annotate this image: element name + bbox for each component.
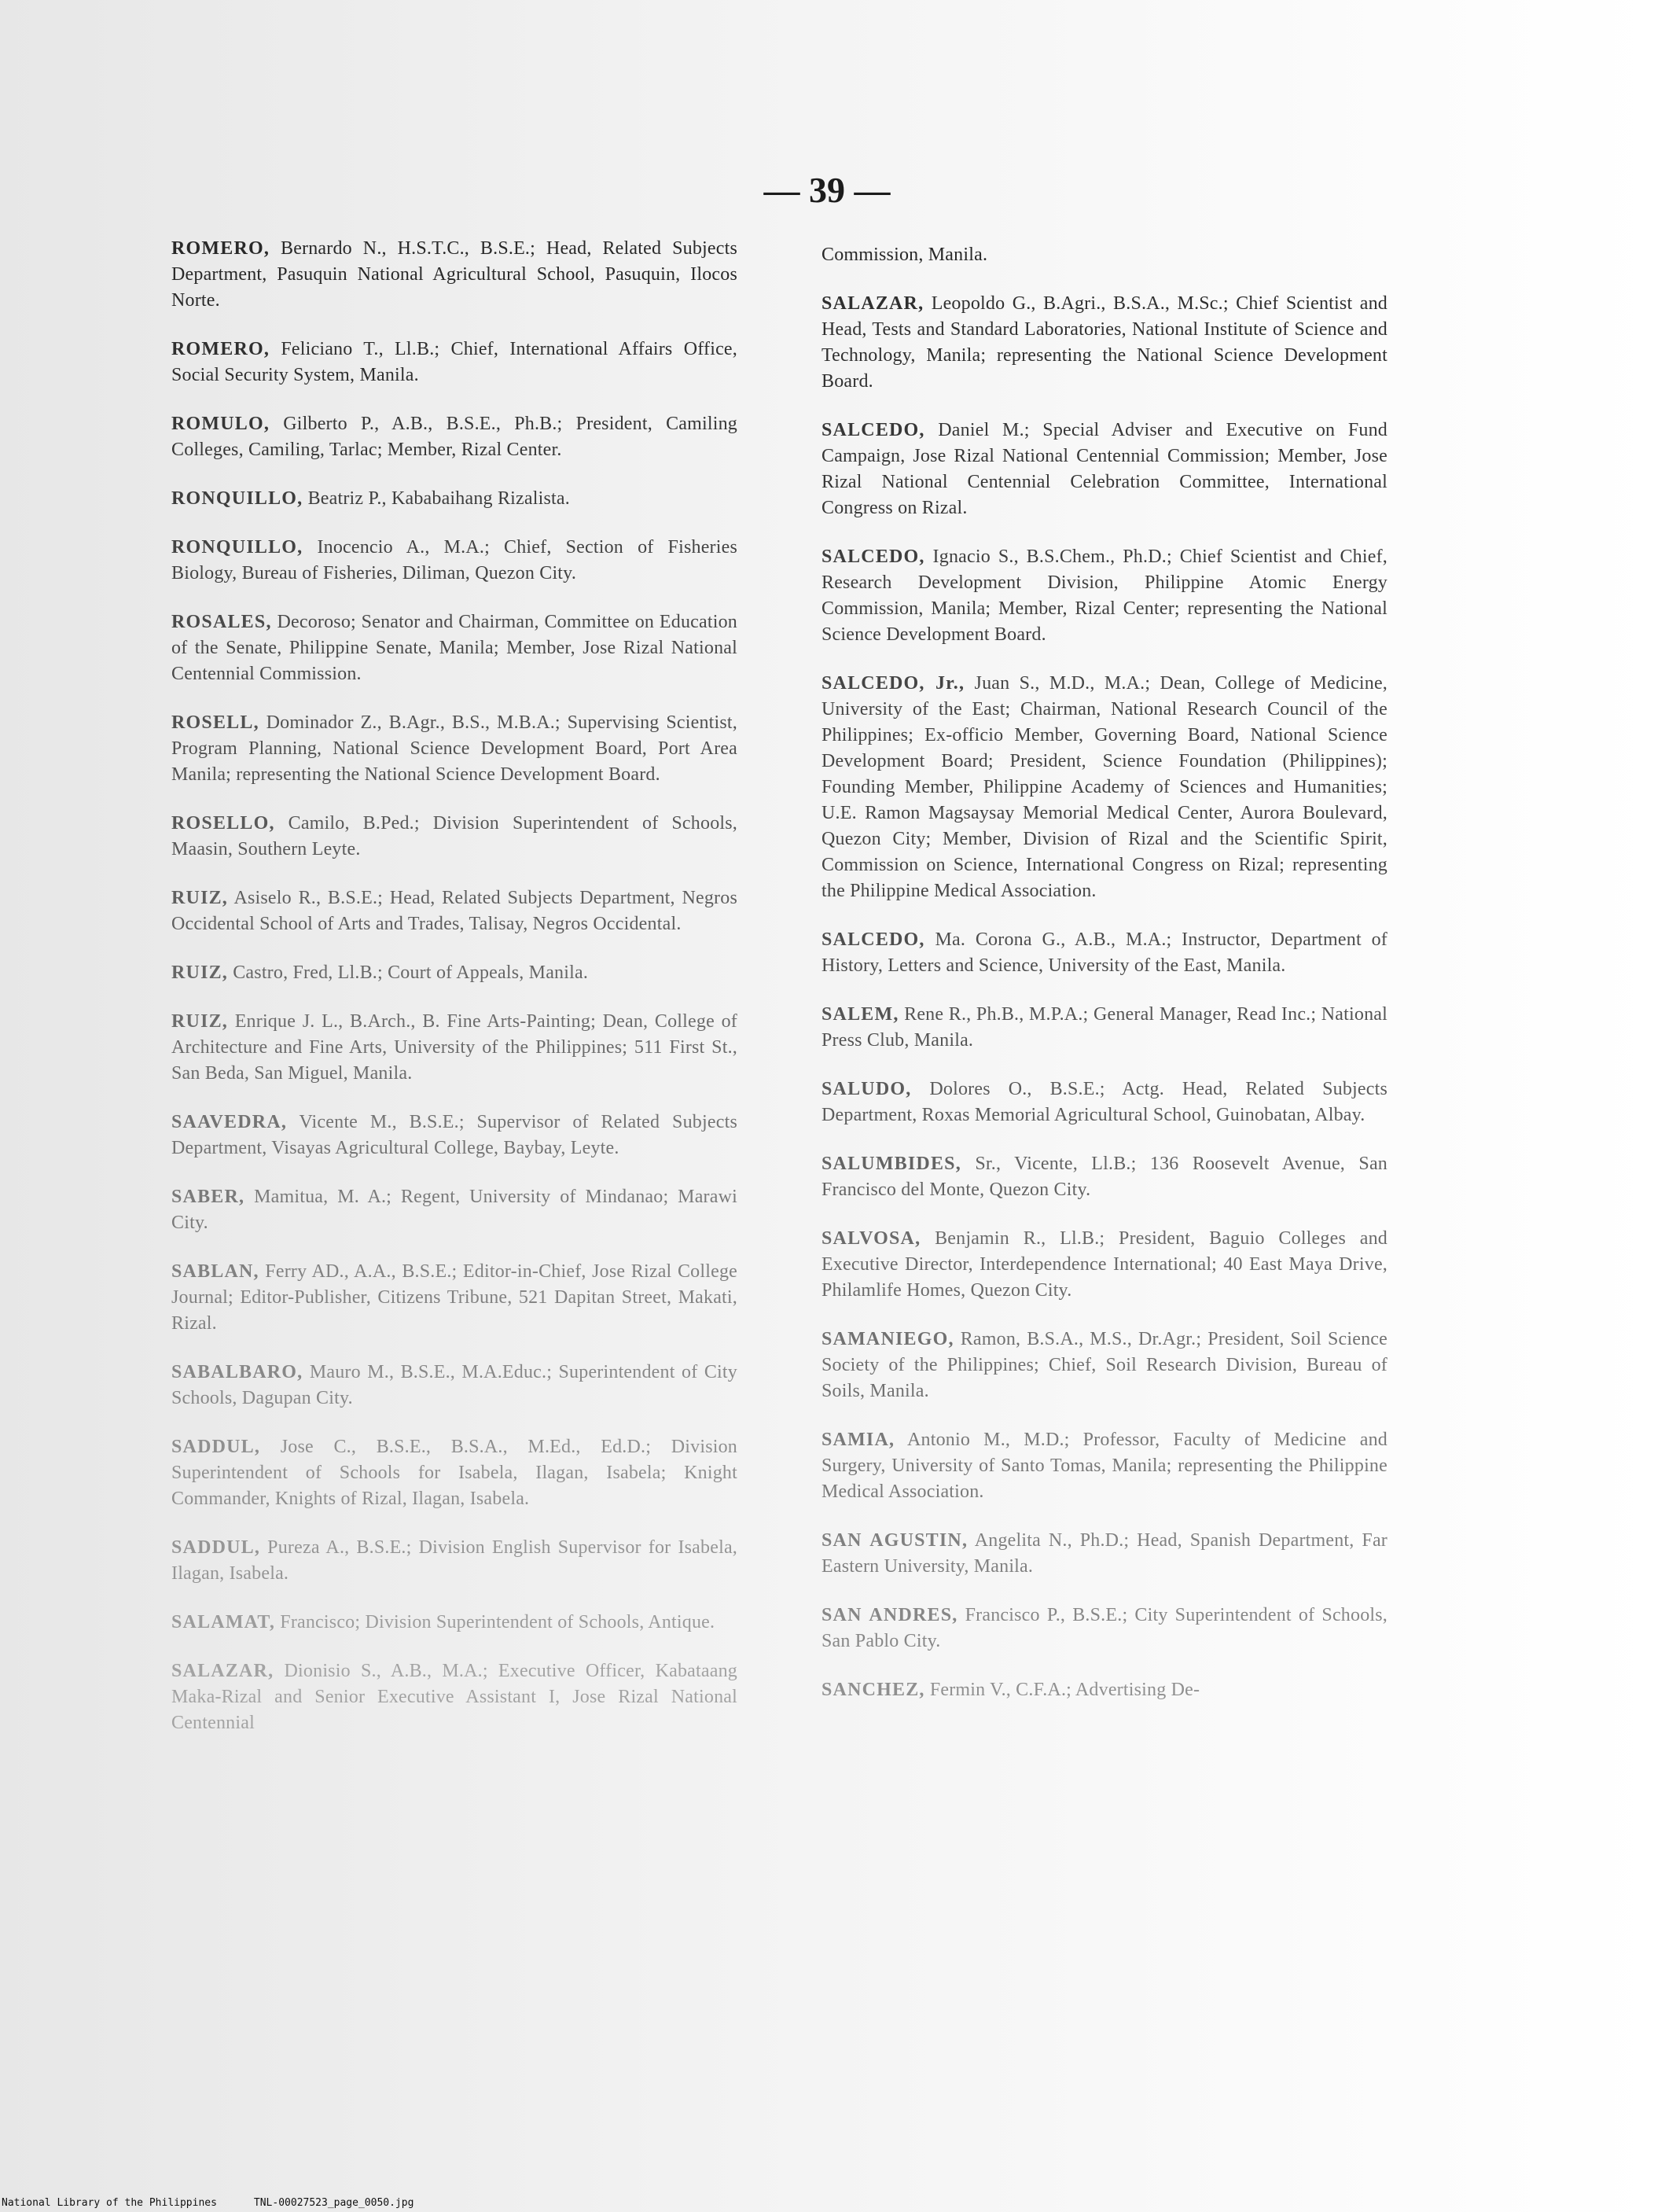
entry-surname: SADDUL, [171, 1437, 261, 1457]
entry-details: Mamitua, M. A.; Regent, University of Mindanao; Marawi City. [171, 1187, 738, 1233]
entry-details: Benjamin R., Ll.B.; President, Baguio Colleges and Executive Director, Interdependence International; 40 East Maya Drive, Philamlife Homes, Quezon City. [821, 1228, 1388, 1301]
directory-entry [171, 1009, 737, 1087]
directory-entry [171, 1535, 737, 1587]
entry-details: Ferry AD., A.A., B.S.E.; Editor-in-Chief, Jose Rizal College Journal; Editor-Publisher, Citizens Tribune, 521 Dapitan Street, Makati, Rizal. [171, 1261, 737, 1334]
entry-surname: SAAVEDRA, [171, 1112, 288, 1132]
entry-surname: SALCEDO, [821, 547, 925, 567]
entry-details: Mauro M., B.S.E., M.A.Educ.; Superintendent of City Schools, Dagupan City. [171, 1362, 737, 1408]
directory-entry [171, 486, 737, 512]
scan-footer [2, 2197, 414, 2209]
directory-entry [821, 1677, 1388, 1703]
entry-surname: SALAZAR, [821, 293, 924, 314]
directory-entry [171, 1184, 737, 1236]
entry-surname: SANCHEZ, [821, 1680, 925, 1700]
entry-details: Commission, Manila. [821, 245, 988, 265]
directory-entry [171, 1360, 737, 1411]
entry-surname: SAN ANDRES, [821, 1605, 958, 1625]
directory-entry [821, 242, 1388, 268]
right-column [821, 242, 1388, 1726]
left-column [171, 236, 737, 1759]
entry-surname: ROMERO, [171, 339, 270, 359]
entry-details: Daniel M.; Special Adviser and Executive on Fund Campaign, Jose Rizal National Centennial Commission; Member, Jose Rizal National Centennial Celebration Committee, International Congress on Rizal. [821, 420, 1388, 518]
directory-entry [821, 1427, 1388, 1505]
footer-library: National Library of the Philippines [2, 2197, 217, 2209]
directory-entry [821, 671, 1388, 904]
entry-surname: RUIZ, [171, 962, 229, 983]
directory-entry [171, 337, 737, 388]
entry-surname: SALEM, [821, 1004, 899, 1025]
entry-details: Asiselo R., B.S.E.; Head, Related Subjects Department, Negros Occidental School of Arts and Trades, Talisay, Negros Occidental. [171, 888, 737, 934]
directory-entry [821, 1151, 1388, 1203]
entry-details: Angelita N., Ph.D.; Head, Spanish Department, Far Eastern University, Manila. [821, 1530, 1388, 1577]
entry-surname: SALCEDO, Jr., [821, 673, 965, 694]
directory-entry [821, 1002, 1388, 1054]
directory-entry [821, 1077, 1388, 1128]
entry-surname: SABALBARO, [171, 1362, 303, 1382]
directory-entry [821, 291, 1388, 395]
directory-entry [171, 609, 737, 687]
entry-surname: ROSELL, [171, 712, 259, 733]
page-number: — 39 — [763, 170, 891, 210]
entry-surname: SALAZAR, [171, 1661, 274, 1681]
entry-details: Francisco; Division Superintendent of Schools, Antique. [280, 1612, 715, 1632]
entry-surname: RONQUILLO, [171, 537, 303, 558]
entry-details: Dolores O., B.S.E.; Actg. Head, Related Subjects Department, Roxas Memorial Agricultural School, Guinobatan, Albay. [821, 1079, 1388, 1125]
entry-details: Pureza A., B.S.E.; Division English Supervisor for Isabela, Ilagan, Isabela. [171, 1537, 738, 1584]
directory-entry [171, 960, 737, 986]
directory-entry [171, 885, 737, 937]
entry-surname: SAN AGUSTIN, [821, 1530, 969, 1551]
directory-entry [171, 1658, 737, 1736]
entry-details: Decoroso; Senator and Chairman, Committee on Education of the Senate, Philippine Senate, Manila; Member, Jose Rizal National Centennial Commission. [171, 612, 737, 684]
entry-details: Castro, Fred, Ll.B.; Court of Appeals, Manila. [233, 962, 589, 983]
entry-details: Inocencio A., M.A.; Chief, Section of Fisheries Biology, Bureau of Fisheries, Diliman, Quezon City. [171, 537, 737, 583]
entry-details: Ma. Corona G., A.B., M.A.; Instructor, Department of History, Letters and Science, University of the East, Manila. [821, 929, 1388, 976]
entry-details: Antonio M., M.D.; Professor, Faculty of Medicine and Surgery, University of Santo Tomas, Manila; representing the Philippine Medical Association. [821, 1430, 1388, 1502]
entry-surname: SALCEDO, [821, 929, 925, 950]
entry-details: Beatriz P., Kababaihang Rizalista. [307, 488, 570, 509]
entry-surname: RUIZ, [171, 888, 229, 908]
entry-surname: ROMULO, [171, 414, 270, 434]
entry-surname: SALUDO, [821, 1079, 912, 1099]
entry-details: Dominador Z., B.Agr., B.S., M.B.A.; Supervising Scientist, Program Planning, National Science Development Board, Port Area Manila; representing the National Science Development Board. [171, 712, 737, 785]
entry-details: Ignacio S., B.S.Chem., Ph.D.; Chief Scientist and Chief, Research Development Division, Philippine Atomic Energy Commission, Manila; Member, Rizal Center; representing the National Science Development Board. [821, 547, 1388, 645]
entry-surname: ROSALES, [171, 612, 272, 632]
entry-details: Ramon, B.S.A., M.S., Dr.Agr.; President, Soil Science Society of the Philippines; Chief, Soil Research Division, Bureau of Soils, Manila. [821, 1329, 1388, 1401]
entry-details: Gilberto P., A.B., B.S.E., Ph.B.; President, Camiling Colleges, Camiling, Tarlac; Member, Rizal Center. [171, 414, 737, 460]
directory-entry [821, 418, 1388, 521]
entry-details: Fermin V., C.F.A.; Advertising De- [929, 1680, 1200, 1700]
directory-entry [171, 1434, 737, 1512]
entry-details: Camilo, B.Ped.; Division Superintendent of Schools, Maasin, Southern Leyte. [171, 813, 737, 859]
entry-surname: RUIZ, [171, 1011, 229, 1032]
directory-entry [171, 535, 737, 587]
entry-details: Juan S., M.D., M.A.; Dean, College of Medicine, University of the East; Chairman, National Research Council of the Philippines; Ex-officio Member, Governing Board, National Science Development Board; President, Science Foundation (Philippines); Founding Member, Philippine Academy of Sciences and Humanities; U.E. Ramon Magsaysay Memorial Medical Center, Aurora Boulevard, Quezon City; Member, Division of Rizal and the Scientific Spirit, Commission on Science, International Congress on Rizal; representing the Philippine Medical Association. [821, 673, 1388, 901]
entry-surname: SAMANIEGO, [821, 1329, 954, 1349]
entry-details: Jose C., B.S.E., B.S.A., M.Ed., Ed.D.; Division Superintendent of Schools for Isabela, Ilagan, Isabela; Knight Commander, Knights of Rizal, Ilagan, Isabela. [171, 1437, 738, 1509]
entry-details: Bernardo N., H.S.T.C., B.S.E.; Head, Related Subjects Department, Pasuquin National Agricultural School, Pasuquin, Ilocos Norte. [171, 238, 738, 311]
directory-entry [171, 1610, 737, 1636]
entry-surname: ROMERO, [171, 238, 270, 259]
entry-details: Vicente M., B.S.E.; Supervisor of Related Subjects Department, Visayas Agricultural College, Baybay, Leyte. [171, 1112, 737, 1158]
entry-surname: SALAMAT, [171, 1612, 276, 1632]
entry-surname: SALUMBIDES, [821, 1154, 961, 1174]
directory-entry [821, 1528, 1388, 1580]
directory-entry [171, 1259, 737, 1337]
directory-entry [821, 1327, 1388, 1404]
entry-surname: SADDUL, [171, 1537, 261, 1558]
directory-entry [171, 411, 737, 463]
entry-details: Sr., Vicente, Ll.B.; 136 Roosevelt Avenue, San Francisco del Monte, Quezon City. [821, 1154, 1388, 1200]
entry-details: Rene R., Ph.B., M.P.A.; General Manager, Read Inc.; National Press Club, Manila. [821, 1004, 1388, 1051]
entry-surname: RONQUILLO, [171, 488, 303, 509]
entry-surname: SABER, [171, 1187, 245, 1207]
entry-details: Dionisio S., A.B., M.A.; Executive Officer, Kabataang Maka-Rizal and Senior Executive Assistant I, Jose Rizal National Centennial [171, 1661, 737, 1733]
directory-entry [821, 1226, 1388, 1304]
directory-entry [171, 236, 737, 314]
entry-details: Leopoldo G., B.Agri., B.S.A., M.Sc.; Chief Scientist and Head, Tests and Standard Laboratories, National Institute of Science and Technology, Manila; representing the National Science Development Board. [821, 293, 1388, 392]
entry-details: Enrique J. L., B.Arch., B. Fine Arts-Painting; Dean, College of Architecture and Fine Arts, University of the Philippines; 511 First St., San Beda, San Miguel, Manila. [171, 1011, 738, 1084]
entry-details: Feliciano T., Ll.B.; Chief, International Affairs Office, Social Security System, Manila. [171, 339, 737, 385]
entry-surname: SABLAN, [171, 1261, 259, 1282]
entry-surname: ROSELLO, [171, 813, 275, 834]
entry-details: Francisco P., B.S.E.; City Superintendent of Schools, San Pablo City. [821, 1605, 1388, 1651]
directory-entry [821, 927, 1388, 979]
directory-entry [171, 710, 737, 788]
entry-surname: SAMIA, [821, 1430, 895, 1450]
directory-entry [171, 1110, 737, 1161]
footer-file: TNL-00027523_page_0050.jpg [253, 2197, 414, 2209]
entry-surname: SALCEDO, [821, 420, 925, 440]
directory-entry [821, 1603, 1388, 1654]
directory-entry [171, 811, 737, 863]
directory-entry [821, 544, 1388, 648]
entry-surname: SALVOSA, [821, 1228, 921, 1249]
